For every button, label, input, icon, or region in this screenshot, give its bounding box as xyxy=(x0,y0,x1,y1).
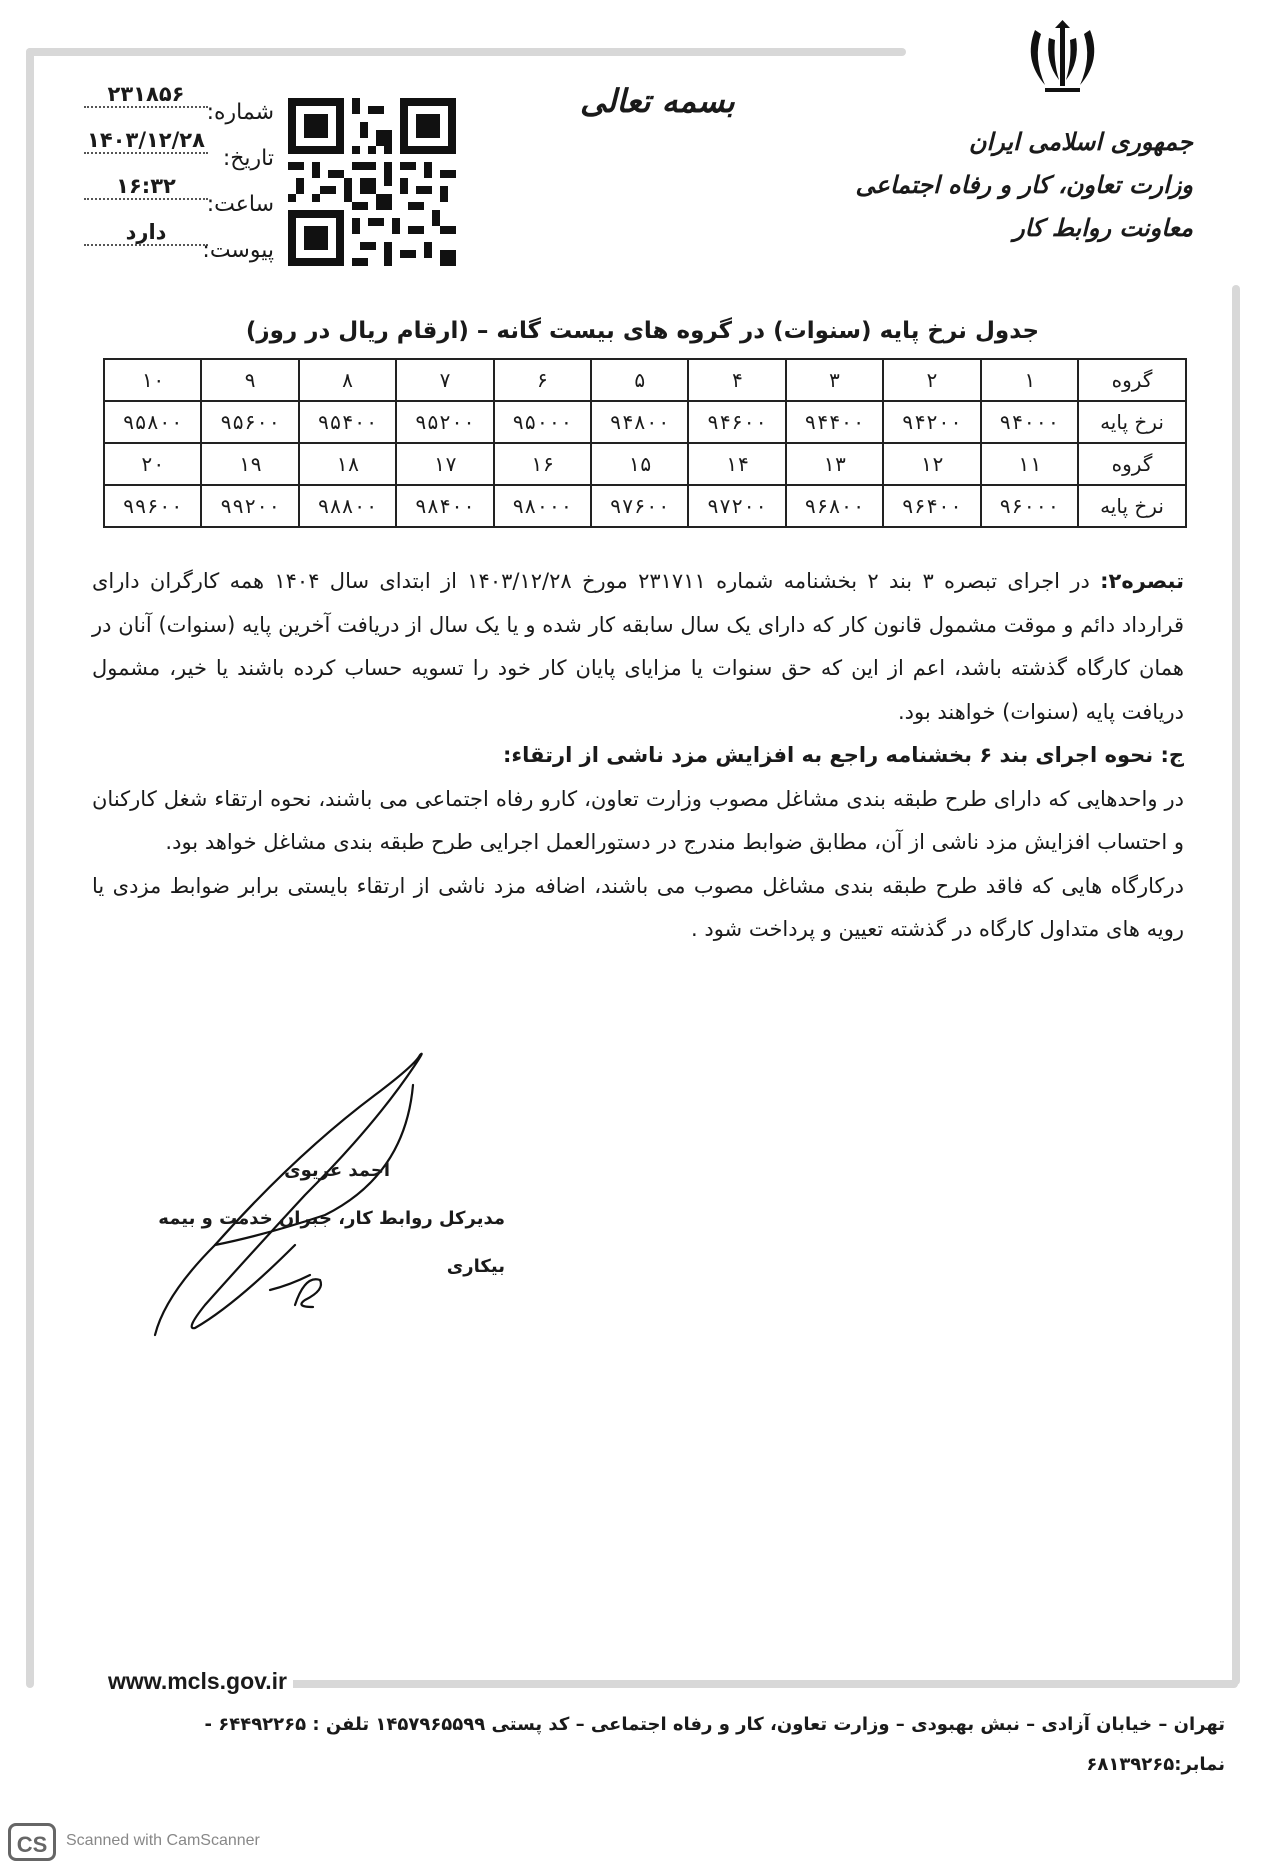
frame-right-border xyxy=(1232,285,1240,1685)
rate-value-cell: ۹۷۲۰۰ xyxy=(688,485,785,527)
iran-emblem-icon xyxy=(1015,20,1110,100)
address-line-2: نمابر:۶۸۱۳۹۲۶۵ xyxy=(1086,1754,1225,1775)
rate-value-cell: ۹۹۶۰۰ xyxy=(104,485,201,527)
group-row-label: گروه xyxy=(1078,443,1186,485)
group-number-cell: ۸ xyxy=(299,359,396,401)
address-line-1: تهران – خیابان آزادی – نبش بهبودی – وزارت تعاون، کار و رفاه اجتماعی – کد پستی ۱۴۵۷۹۶۵۵۹۹ تلفن : ۶۴۴۹۲۲۶۵ - xyxy=(204,1714,1225,1735)
ministry-website-link: www.mcls.gov.ir xyxy=(102,1668,293,1695)
group-number-cell: ۴ xyxy=(688,359,785,401)
group-number-cell: ۱۶ xyxy=(494,443,591,485)
paragraph-2: درکارگاه هایی که فاقد طرح طبقه بندی مشاغل مصوب می باشند، اضافه مزد ناشی از ارتقاء بایستی برابر ضوابط مزدی یا رویه های متداول کارگاه در گذشته تعیین و پرداخت شود . xyxy=(92,873,1184,941)
document-meta xyxy=(84,82,274,266)
rate-value-cell: ۹۵۶۰۰ xyxy=(201,401,298,443)
group-number-cell: ۱۲ xyxy=(883,443,980,485)
group-number-cell: ۶ xyxy=(494,359,591,401)
rate-row-label: نرخ پایه xyxy=(1078,485,1186,527)
rate-value-cell: ۹۶۴۰۰ xyxy=(883,485,980,527)
rate-value-cell: ۹۴۶۰۰ xyxy=(688,401,785,443)
camscanner-watermark: Scanned with CamScanner xyxy=(66,1832,260,1849)
rate-value-cell: ۹۴۴۰۰ xyxy=(786,401,883,443)
base-rate-table-body xyxy=(104,359,1186,527)
signer-name: احمد غریوی xyxy=(284,1160,390,1181)
rate-value-cell: ۹۵۸۰۰ xyxy=(104,401,201,443)
rate-row-label: نرخ پایه xyxy=(1078,401,1186,443)
group-number-cell: ۱۱ xyxy=(981,443,1078,485)
group-number-cell: ۱۳ xyxy=(786,443,883,485)
document-attachment-label: پیوست: xyxy=(202,238,274,263)
rate-value-cell: ۹۶۰۰۰ xyxy=(981,485,1078,527)
rate-row xyxy=(104,485,1186,527)
document-time: ۱۶:۳۲ xyxy=(84,174,208,200)
rate-value-cell: ۹۹۲۰۰ xyxy=(201,485,298,527)
document-body xyxy=(92,560,1184,952)
document-time-label: ساعت: xyxy=(206,192,274,217)
group-number-cell: ۵ xyxy=(591,359,688,401)
section-c-heading-text: ج: نحوه اجرای بند ۶ بخشنامه راجع به افزایش مزد ناشی از ارتقاء: xyxy=(503,743,1184,767)
section-c-heading xyxy=(92,734,1184,778)
table-title: جدول نرخ پایه (سنوات) در گروه های بیست گانه – (ارقام ریال در روز) xyxy=(245,318,1040,344)
rate-value-cell: ۹۴۰۰۰ xyxy=(981,401,1078,443)
signer-block xyxy=(150,1147,505,1291)
camscanner-logo-icon: CS xyxy=(8,1823,56,1861)
footer-address xyxy=(125,1705,1225,1785)
document-number-label: شماره: xyxy=(206,100,274,125)
group-row xyxy=(104,359,1186,401)
rate-value-cell: ۹۴۲۰۰ xyxy=(883,401,980,443)
note-2-paragraph xyxy=(92,560,1184,734)
group-number-cell: ۲ xyxy=(883,359,980,401)
rate-value-cell: ۹۴۸۰۰ xyxy=(591,401,688,443)
rate-value-cell: ۹۷۶۰۰ xyxy=(591,485,688,527)
group-number-cell: ۱۴ xyxy=(688,443,785,485)
meta-attachment-row xyxy=(84,220,274,266)
document-number: ۲۳۱۸۵۶ xyxy=(84,82,208,108)
group-row xyxy=(104,443,1186,485)
document-attachment: دارد xyxy=(84,220,208,246)
rate-value-cell: ۹۸۰۰۰ xyxy=(494,485,591,527)
rate-row xyxy=(104,401,1186,443)
rate-value-cell: ۹۶۸۰۰ xyxy=(786,485,883,527)
group-number-cell: ۱۵ xyxy=(591,443,688,485)
header-line-3: معاونت روابط کار xyxy=(1013,213,1193,242)
group-number-cell: ۹ xyxy=(201,359,298,401)
ministry-header xyxy=(856,120,1193,249)
header-line-2: وزارت تعاون، کار و رفاه اجتماعی xyxy=(855,170,1193,199)
rate-value-cell: ۹۵۴۰۰ xyxy=(299,401,396,443)
rate-value-cell: ۹۸۸۰۰ xyxy=(299,485,396,527)
rate-value-cell: ۹۵۰۰۰ xyxy=(494,401,591,443)
signer-title: مدیرکل روابط کار، جبران خدمت و بیمه بیکاری xyxy=(158,1208,505,1277)
group-number-cell: ۷ xyxy=(396,359,493,401)
group-number-cell: ۲۰ xyxy=(104,443,201,485)
group-number-cell: ۳ xyxy=(786,359,883,401)
group-number-cell: ۱۹ xyxy=(201,443,298,485)
group-number-cell: ۱۷ xyxy=(396,443,493,485)
document-date: ۱۴۰۳/۱۲/۲۸ xyxy=(84,128,208,154)
header-line-1: جمهوری اسلامی ایران xyxy=(968,127,1193,156)
rate-value-cell: ۹۵۲۰۰ xyxy=(396,401,493,443)
frame-top-border xyxy=(26,48,906,56)
document-date-label: تاریخ: xyxy=(222,146,274,171)
meta-number-row xyxy=(84,82,274,128)
paragraph-1: در واحدهایی که دارای طرح طبقه بندی مشاغل مصوب وزارت تعاون، کارو رفاه اجتماعی می باشند، نحوه ارتقاء شغل کارکنان و احتساب افزایش مزد ناشی از آن، مطابق ضوابط مندرج در دستورالعمل اجرایی طرح طبقه بندی مشاغل خواهد بود. xyxy=(92,786,1184,854)
group-number-cell: ۱ xyxy=(981,359,1078,401)
meta-time-row xyxy=(84,174,274,220)
note-2-label: تبصره۲: xyxy=(1100,569,1184,593)
note-2-text: در اجرای تبصره ۳ بند ۲ بخشنامه شماره ۲۳۱۷۱۱ مورخ ۱۴۰۳/۱۲/۲۸ از ابتدای سال ۱۴۰۴ همه کارگران دارای قرارداد دائم و موقت مشمول قانون کار که دارای یک سال سابقه کار شده و یا یک سال از دریافت آخرین پایه (سنوات) آنان در همان کارگاه گذشته باشد، اعم از این که حق سنوات یا مزایای پایان کار خود را تسویه حساب کرده باشند یا خیر، مشمول دریافت پایه (سنوات) خواهند بود. xyxy=(92,569,1184,724)
qr-code-icon xyxy=(288,98,456,266)
meta-date-row xyxy=(84,128,274,174)
base-rate-table xyxy=(103,358,1187,528)
frame-bottom-border xyxy=(280,1680,1238,1688)
group-number-cell: ۱۰ xyxy=(104,359,201,401)
group-number-cell: ۱۸ xyxy=(299,443,396,485)
group-row-label: گروه xyxy=(1078,359,1186,401)
frame-left-border xyxy=(26,48,34,1688)
rate-value-cell: ۹۸۴۰۰ xyxy=(396,485,493,527)
basmala: بسمه تعالی xyxy=(580,82,735,120)
